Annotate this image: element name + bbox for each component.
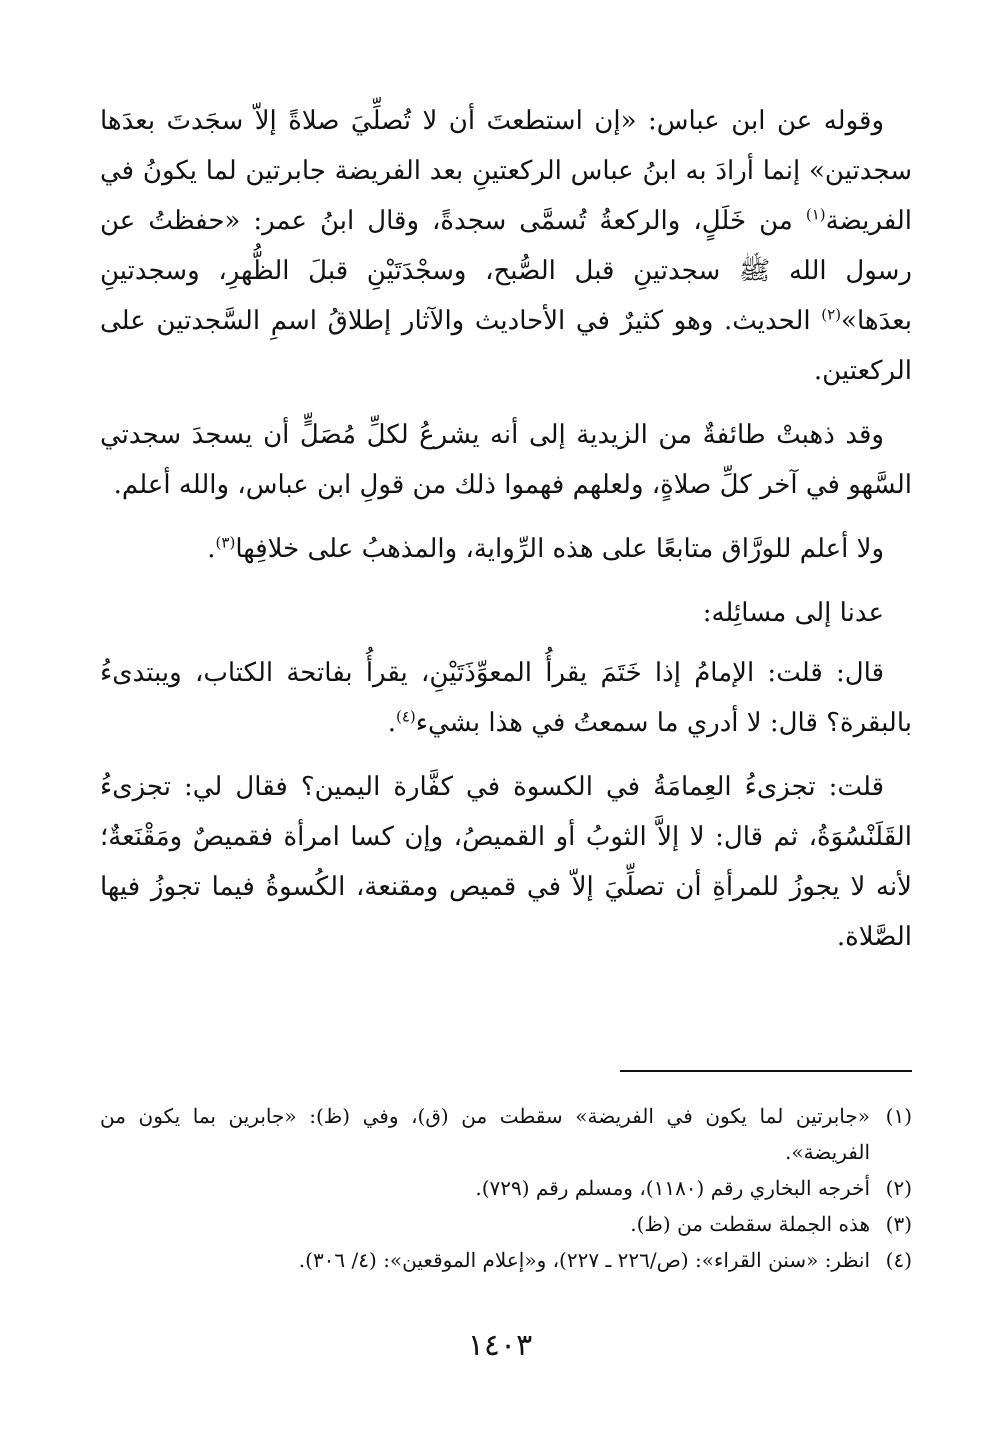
paragraph-text-end: . bbox=[387, 708, 396, 738]
paragraph-text-end: الحديث. وهو كثيرٌ في الأحاديث والآثار إطلاقُ اسمِ السَّجدتين على الركعتين. bbox=[100, 306, 912, 386]
paragraph-text-end: . bbox=[207, 534, 216, 564]
footnote-ref-3[interactable]: (٣) bbox=[215, 533, 236, 552]
paragraph-text-cont: من خَلَلٍ، والركعةُ تُسمَّى سجدةً، وقال ابنُ عمر: «حفظتُ عن رسول الله ﷺ سجدتينِ قبل الصُّبح، وسجْدَتَيْنِ قبلَ الظُّهرِ، وسجدتينِ بعدَها» bbox=[100, 206, 913, 336]
paragraph-kaffara-clothing bbox=[100, 762, 912, 962]
footnote-ref-4[interactable]: (٤) bbox=[395, 707, 416, 726]
page-number: ١٤٠٣ bbox=[467, 1328, 533, 1363]
footnote-4 bbox=[100, 1242, 912, 1278]
paragraph-zaydiyya bbox=[100, 410, 912, 510]
main-text bbox=[100, 96, 912, 976]
footnote-separator bbox=[620, 1070, 912, 1072]
paragraph-ibn-abbas bbox=[100, 96, 912, 396]
paragraph-text: وقد ذهبتْ طائفةٌ من الزيدية إلى أنه يشرعُ لكلِّ مُصَلٍّ أن يسجدَ سجدتي السَّهو في آخر كلِّ صلاةٍ، ولعلهم فهموا ذلك من قولِ ابن عباس، والله أعلم. bbox=[100, 420, 912, 500]
footnote-text: «جابرتين لما يكون في الفريضة» سقطت من (ق)، وفي (ظ): «جابرين بما يكون من الفريضة». bbox=[100, 1104, 870, 1164]
footnote-ref-2[interactable]: (٢) bbox=[821, 305, 842, 324]
footnote-text: أخرجه البخاري رقم (١١٨٠)، ومسلم رقم (٧٢٩). bbox=[475, 1176, 870, 1200]
paragraph-text: ولا أعلم للورَّاق متابعًا على هذه الرِّواية، والمذهبُ على خلافِها bbox=[235, 534, 884, 564]
footnote-2 bbox=[100, 1170, 912, 1206]
footnote-text: هذه الجملة سقطت من (ظ). bbox=[630, 1212, 870, 1236]
footnote-number: (٣) bbox=[885, 1212, 912, 1236]
footnote-3 bbox=[100, 1206, 912, 1242]
footnote-number: (٢) bbox=[885, 1176, 912, 1200]
paragraph-text: عدنا إلى مسائِله: bbox=[702, 598, 884, 628]
paragraph-warraq bbox=[100, 524, 912, 574]
footnotes-section bbox=[100, 1070, 912, 1278]
paragraph-text: قال: قلت: الإمامُ إذا خَتَمَ يقرأُ المعوِّذَتَيْنِ، يقرأُ بفاتحة الكتاب، ويبتدىءُ بالبقرة؟ قال: لا أدري ما سمعتُ في هذا بشيء bbox=[100, 658, 912, 738]
footnote-number: (١) bbox=[885, 1104, 912, 1128]
footnote-text: انظر: «سنن القراء»: (ص/٢٢٦ ـ ٢٢٧)، و«إعلام الموقعين»: (٤/ ٣٠٦). bbox=[298, 1248, 870, 1272]
paragraph-text: وقوله عن ابن عباس: «إن استطعتَ أن لا تُصلِّيَ صلاةً إلاّ سجَدتَ بعدَها سجدتين» إنما أرادَ به ابنُ عباس الركعتينِ بعد الفريضة جابرتين لما يكونُ في الفريضة bbox=[100, 106, 912, 236]
footnote-ref-1[interactable]: (١) bbox=[805, 205, 826, 224]
footnote-1 bbox=[100, 1098, 912, 1170]
footnote-number: (٤) bbox=[885, 1248, 912, 1272]
paragraph-return-to-questions bbox=[100, 588, 912, 638]
paragraph-text: قلت: تجزىءُ العِمامَةُ في الكسوة في كفَّارة اليمين؟ فقال لي: تجزىءُ القَلَنْسُوَةُ، ثم قال: لا إلاَّ الثوبُ أو القميصُ، وإن كسا امرأة فقميصٌ ومَقْنَعةٌ؛ لأنه لا يجوزُ للمرأةِ أن تصلِّيَ إلاّ في قميص ومقنعة، الكُسوةُ فيما تجوزُ فيها الصَّلاة. bbox=[100, 772, 912, 952]
paragraph-imam-khatm bbox=[100, 648, 912, 748]
